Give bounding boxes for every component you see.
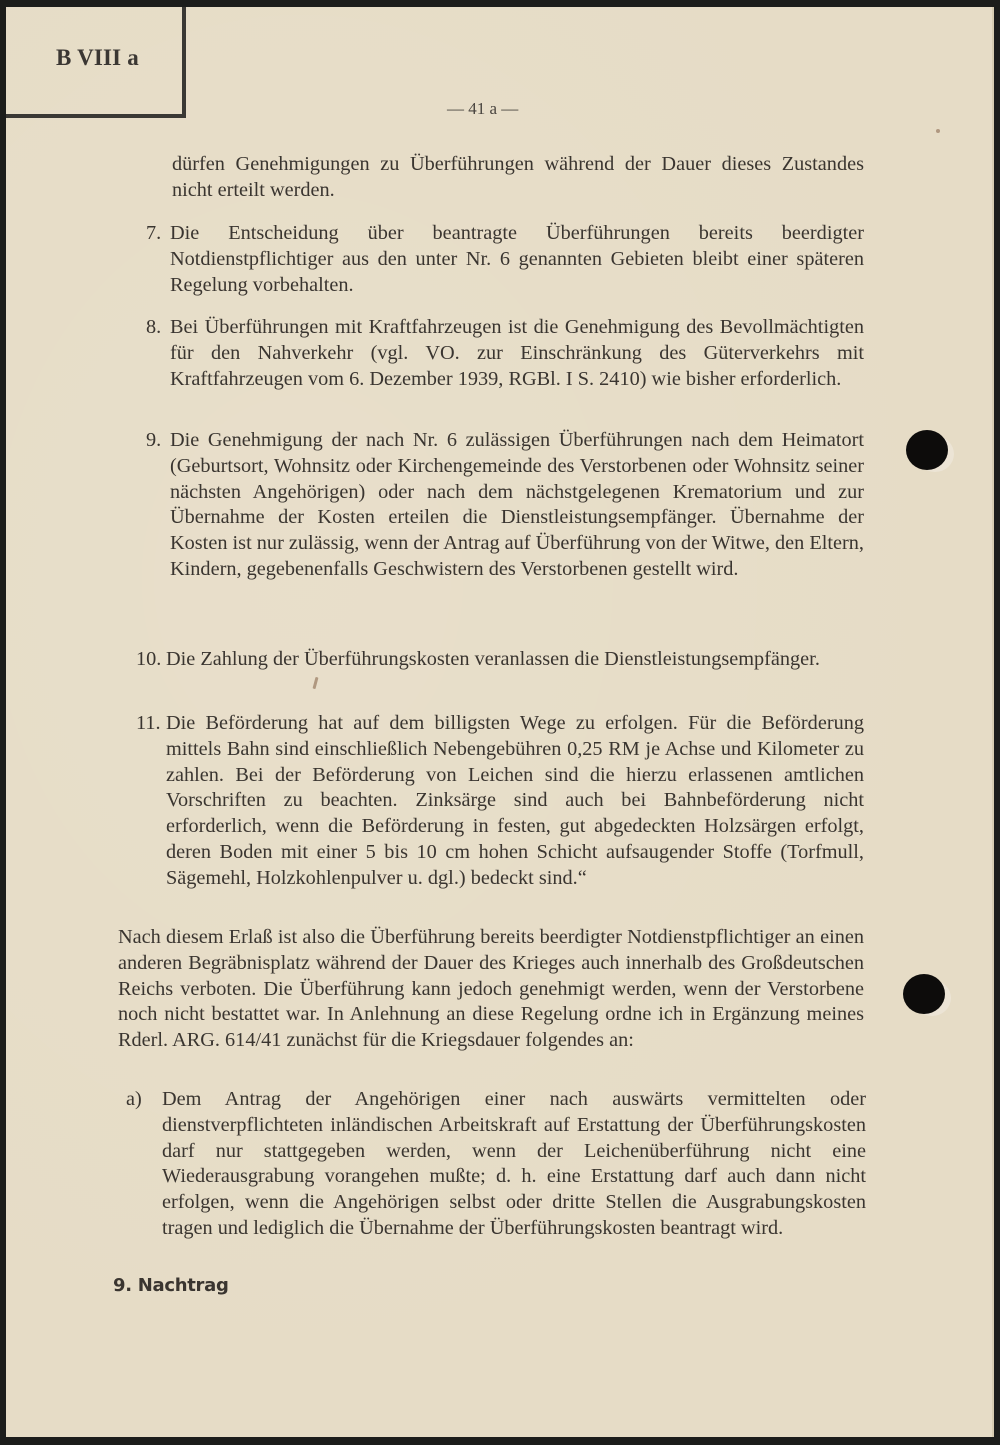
list-item-11: [136, 711, 864, 892]
continuation-text: [172, 152, 864, 204]
list-item-number: 9.: [146, 429, 162, 451]
page-number: — 41 a —: [447, 99, 519, 118]
list-item-9: [146, 428, 864, 583]
list-item-text: Bei Überführungen mit Kraftfahrzeugen ist die Genehmigung des Bevollmächtigten für den Nahverkehr (vgl. VO. zur Einschränkung des Güterverkehrs mit Kraftfahrzeugen vom 6. Dezember 1939, RGBl. I S. 2410) wie bisher erforderlich.: [170, 316, 864, 390]
document-page: [6, 7, 994, 1437]
continuation-body: dürfen Genehmigungen zu Überführungen während der Dauer dieses Zustandes nicht erteilt werden.: [172, 153, 864, 201]
list-item-7: [146, 221, 864, 298]
sub-item-a: [126, 1087, 866, 1242]
footer-heading: 9. Nachtrag: [113, 1275, 229, 1296]
list-item-number: 7.: [146, 222, 162, 244]
list-item-number: 8.: [146, 316, 162, 338]
punch-hole-icon: [903, 974, 945, 1014]
page-edge: [992, 7, 994, 1437]
list-item-text: Die Genehmigung der nach Nr. 6 zulässigen Überführungen nach dem Heimatort (Geburtsort, Wohnsitz oder Kirchengemeinde des Verstorbenen oder Wohnsitz seiner nächsten Angehörigen) oder nach dem nächstgelegenen Krematorium und zur Übernahme der Kosten erteilen die Dienstleistungsempfänger. Übernahme der Kosten ist nur zulässig, wenn der Antrag auf Überführung von der Witwe, den Eltern, Kindern, gegebenenfalls Geschwistern des Verstorbenen gestellt wird.: [170, 429, 864, 580]
list-item-text: Die Entscheidung über beantragte Überführungen bereits beerdigter Notdienstpflichtiger aus den unter Nr. 6 genannten Gebieten bleibt einer späteren Regelung vorbehalten.: [170, 222, 864, 296]
sub-item-text: Dem Antrag der Angehörigen einer nach auswärts vermittelten oder dienstverpflichteten inländischen Arbeitskraft auf Erstattung der Überführungskosten darf nur stattgegeben werden, wenn der Leichenüberführung nicht eine Wiederausgrabung vorangehen mußte; d. h. eine Erstattung darf auch dann nicht erfolgen, wenn die Angehörigen selbst oder dritte Stellen die Ausgrabungskosten tragen und lediglich die Übernahme der Überführungskosten beantragt wird.: [162, 1088, 866, 1239]
punch-hole-icon: [906, 430, 948, 470]
body-paragraph: Nach diesem Erlaß ist also die Überführung bereits beerdigter Notdienstpflichtiger an einen anderen Begräbnisplatz während der Dauer des Krieges auch innerhalb des Großdeutschen Reichs verboten. Die Überführung kann jedoch genehmigt werden, wenn der Verstorbene noch nicht bestattet war. In Anlehnung an diese Regelung ordne ich in Ergänzung meines Rderl. ARG. 614/41 zunächst für die Kriegsdauer folgendes an:: [118, 926, 864, 1052]
list-item-text: Die Zahlung der Überführungskosten veranlassen die Dienstleistungsempfänger.: [166, 648, 820, 670]
list-item-10: [136, 647, 864, 673]
paper-speck: [936, 129, 940, 133]
list-item-number: 11.: [136, 712, 161, 734]
section-label: B VIII a: [56, 45, 139, 70]
list-item-8: [146, 315, 864, 392]
list-item-number: 10.: [136, 648, 162, 670]
list-item-text: Die Beförderung hat auf dem billigsten Wege zu erfolgen. Für die Beförderung mittels Bahn sind einschließlich Nebengebühren 0,25 RM je Achse und Kilometer zu zahlen. Bei der Beförderung von Leichen sind die hierzu erlassenen amtlichen Vorschriften zu beachten. Zinksärge sind auch bei Bahnbeförderung nicht erforderlich, wenn die Beförderung in festen, gut abgedeckten Holzsärgen erfolgt, deren Boden mit einer 5 bis 10 cm hohen Schicht aufsaugender Stoffe (Torfmull, Sägemehl, Holzkohlenpulver u. dgl.) bedeckt sind.“: [166, 712, 864, 889]
sub-item-label: a): [126, 1088, 142, 1110]
paper-speck: [312, 677, 318, 689]
section-label-box: [6, 7, 186, 118]
